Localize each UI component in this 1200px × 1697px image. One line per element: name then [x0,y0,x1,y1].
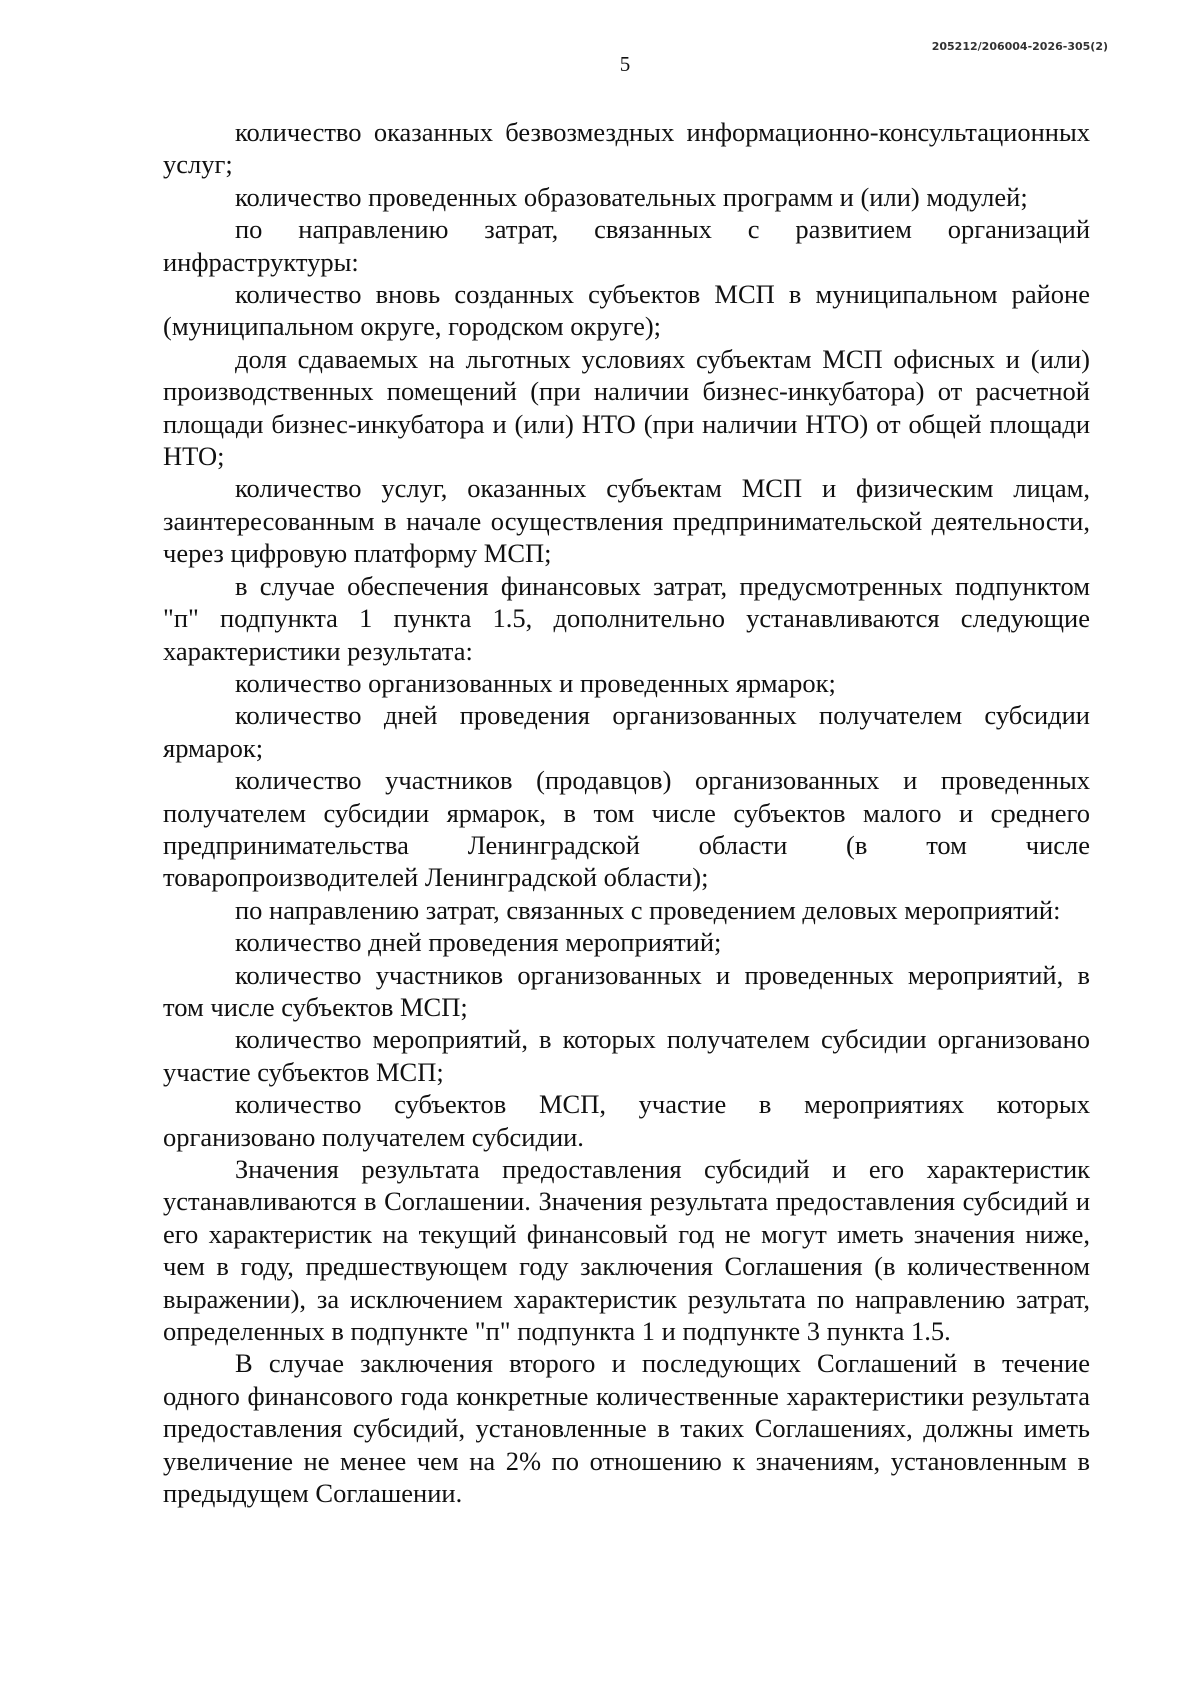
document-code: 205212/206004-2026-305(2) [931,40,1108,53]
paragraph: в случае обеспечения финансовых затрат, предусмотренных подпунктом "п" подпункта 1 пункта 1.5, дополнительно устанавливаются следующие характеристики результата: [163,570,1090,666]
paragraph: количество участников организованных и проведенных мероприятий, в том числе субъектов МСП; [163,959,1090,1022]
paragraph: по направлению затрат, связанных с развитием организаций инфраструктуры: [163,214,1090,277]
paragraph: количество вновь созданных субъектов МСП в муниципальном районе (муниципальном округе, городском округе); [163,279,1090,342]
paragraph: количество субъектов МСП, участие в мероприятиях которых организовано получателем субсидии. [163,1089,1090,1152]
paragraph: количество оказанных безвозмездных информационно-консультационных услуг; [163,117,1090,180]
paragraph: Значения результата предоставления субсидий и его характеристик устанавливаются в Соглашении. Значения результата предоставления субсидий и его характеристик на текущий финансовый год не могут иметь значения ниже, чем в году, предшествующем году заключения Соглашения (в количественном выражении), за исключением характеристик результата по направлению затрат, определенных в подпункте "п" подпункта 1 и подпункте 3 пункта 1.5. [163,1154,1090,1347]
paragraph: количество мероприятий, в которых получателем субсидии организовано участие субъектов МСП; [163,1024,1090,1087]
paragraph: количество услуг, оказанных субъектам МСП и физическим лицам, заинтересованным в начале осуществления предпринимательской деятельности, через цифровую платформу МСП; [163,473,1090,569]
paragraph: количество организованных и проведенных ярмарок; [235,667,836,698]
document-body [163,116,1090,1509]
paragraph: В случае заключения второго и последующих Соглашений в течение одного финансового года конкретные количественные характеристики результата предоставления субсидий, установленные в таких Соглашениях, должны иметь увеличение не менее чем на 2% по отношению к значениям, установленным в предыдущем Соглашении. [163,1348,1090,1509]
page-number: 5 [619,52,631,76]
paragraph: количество проведенных образовательных программ и (или) модулей; [235,181,1028,212]
paragraph: количество дней проведения мероприятий; [235,927,722,958]
paragraph: количество участников (продавцов) организованных и проведенных получателем субсидии ярмарок, в том числе субъектов малого и среднего предпринимательства Ленинградской области (в том числе товаропроизводителей Ленинградской области); [163,765,1090,893]
paragraph: количество дней проведения организованных получателем субсидии ярмарок; [163,700,1090,763]
paragraph: по направлению затрат, связанных с проведением деловых мероприятий: [235,894,1061,925]
paragraph: доля сдаваемых на льготных условиях субъектам МСП офисных и (или) производственных помещений (при наличии бизнес-инкубатора) от расчетной площади бизнес-инкубатора и (или) НТО (при наличии НТО) от общей площади НТО; [163,343,1090,472]
